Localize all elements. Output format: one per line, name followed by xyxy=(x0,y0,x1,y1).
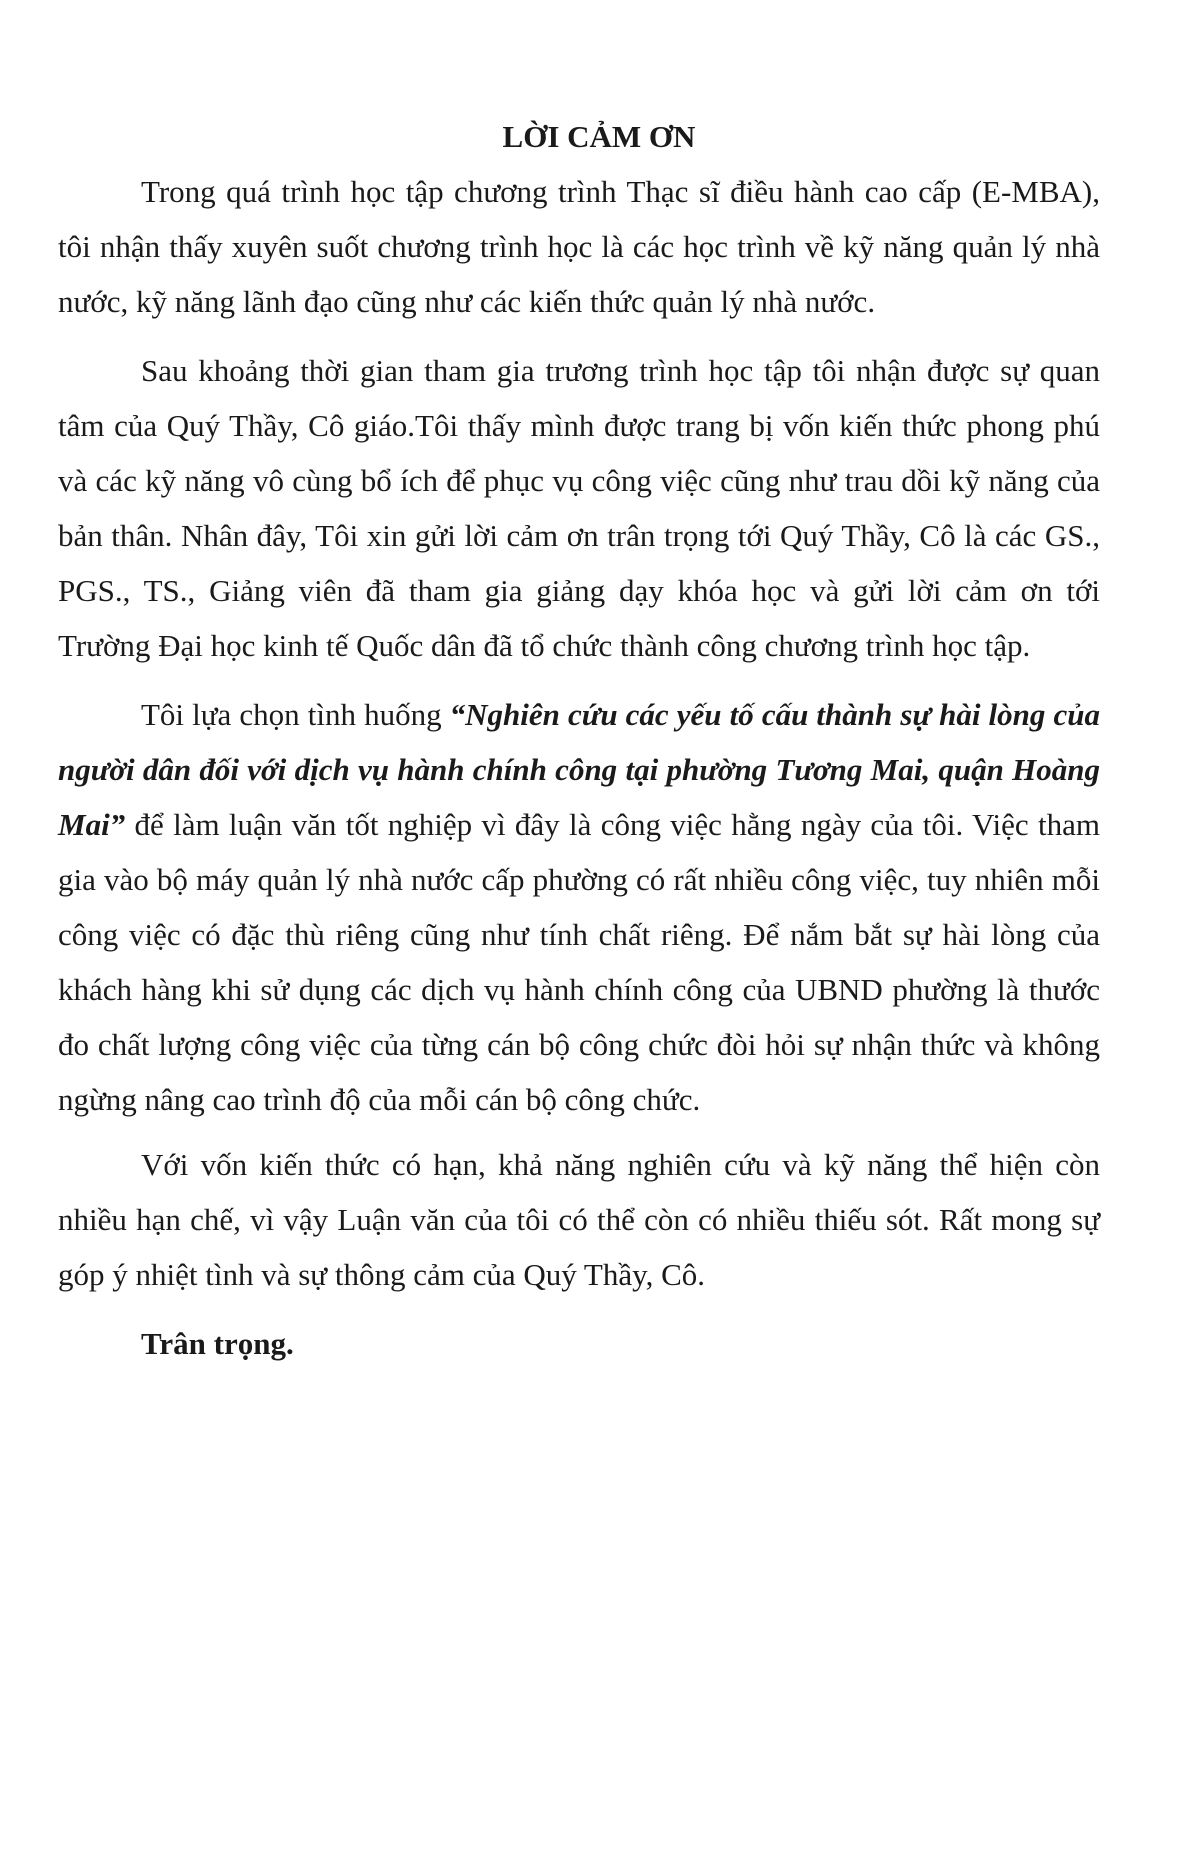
closing-signoff: Trân trọng. xyxy=(141,1326,294,1361)
page-title: LỜI CẢM ƠN xyxy=(502,119,696,154)
paragraph-limitations: Với vốn kiến thức có hạn, khả năng nghiên cứu và kỹ năng thể hiện còn nhiều hạn chế, vì vậy Luận văn của tôi có thể còn có nhiều thiếu sót. Rất mong sự góp ý nhiệt tình và sự thông cảm của Quý Thầy, Cô. xyxy=(58,1147,1100,1292)
paragraph-acknowledgement: Sau khoảng thời gian tham gia trương trình học tập tôi nhận được sự quan tâm của Quý Thầy, Cô giáo.Tôi thấy mình được trang bị vốn kiến thức phong phú và các kỹ năng vô cùng bổ ích để phục vụ công việc cũng như trau dồi kỹ năng của bản thân. Nhân đây, Tôi xin gửi lời cảm ơn trân trọng tới Quý Thầy, Cô là các GS., PGS., TS., Giảng viên đã tham gia giảng dạy khóa học và gửi lời cảm ơn tới Trường Đại học kinh tế Quốc dân đã tổ chức thành công chương trình học tập. xyxy=(58,353,1100,663)
document-body xyxy=(58,112,1100,1371)
topic-lead-text: Tôi lựa chọn tình huống xyxy=(141,697,450,732)
topic-rest-text: để làm luận văn tốt nghiệp vì đây là công việc hằng ngày của tôi. Việc tham gia vào bộ máy quản lý nhà nước cấp phường có rất nhiều công việc, tuy nhiên mỗi công việc có đặc thù riêng cũng như tính chất riêng. Để nắm bắt sự hài lòng của khách hàng khi sử dụng các dịch vụ hành chính công của UBND phường là thước đo chất lượng công việc của từng cán bộ công chức đòi hỏi sự nhận thức và không ngừng nâng cao trình độ của mỗi cán bộ công chức. xyxy=(58,807,1100,1117)
paragraph-thesis-topic xyxy=(58,687,1100,1127)
thesis-topic-title: “Nghiên cứu các yếu tố cấu thành sự hài lòng của người dân đối với dịch vụ hành chính công tại phường Tương Mai, quận Hoàng Mai” xyxy=(58,697,1100,842)
paragraph-intro: Trong quá trình học tập chương trình Thạc sĩ điều hành cao cấp (E-MBA), tôi nhận thấy xuyên suốt chương trình học là các học trình về kỹ năng quản lý nhà nước, kỹ năng lãnh đạo cũng như các kiến thức quản lý nhà nước. xyxy=(58,174,1100,319)
